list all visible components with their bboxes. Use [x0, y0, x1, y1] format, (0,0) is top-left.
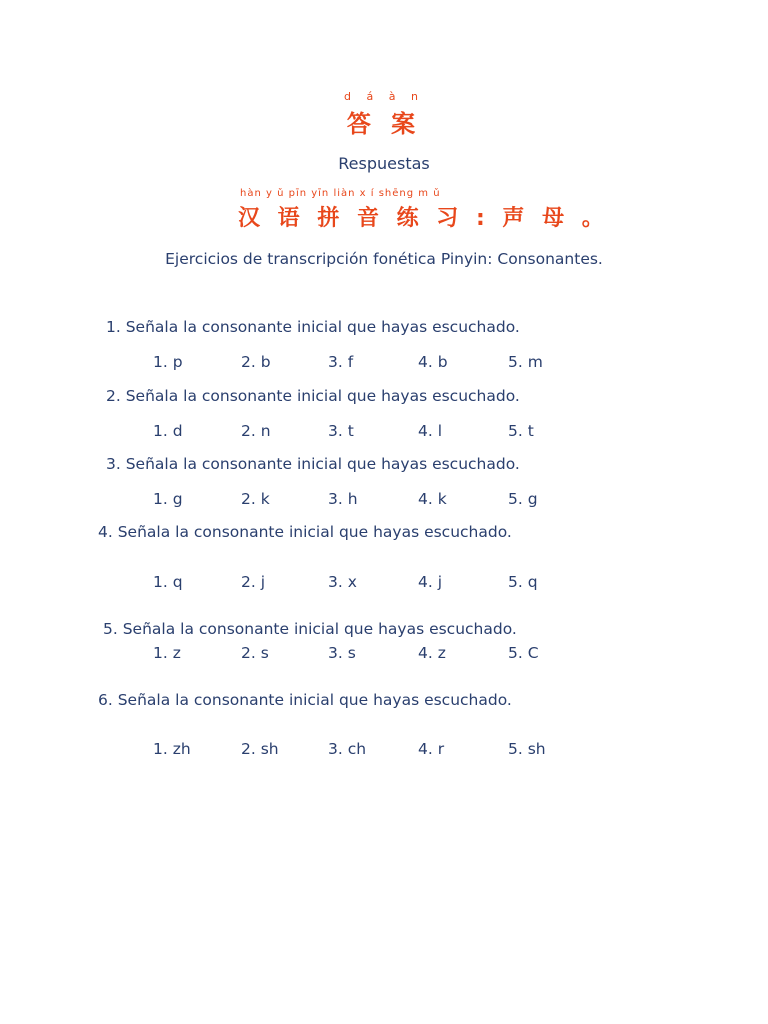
question-2: 2. Señala la consonante inicial que hayas escuchado. — [106, 387, 520, 405]
heading-pinyin: hàn y ǔ pīn yīn liàn x í shēng m ǔ — [240, 188, 441, 199]
answer-item: 1. d — [153, 422, 183, 440]
question-5: 5. Señala la consonante inicial que hayas escuchado. — [103, 620, 517, 638]
answer-item: 4. j — [418, 573, 443, 591]
answer-item: 4. b — [418, 353, 448, 371]
answer-item: 2. b — [241, 353, 271, 371]
answer-item: 2. k — [241, 490, 270, 508]
answer-item: 5. C — [508, 644, 539, 662]
question-4: 4. Señala la consonante inicial que hayas escuchado. — [98, 523, 512, 541]
question-1: 1. Señala la consonante inicial que hayas escuchado. — [106, 318, 520, 336]
answer-item: 5. t — [508, 422, 534, 440]
answer-item: 5. sh — [508, 740, 546, 758]
description: Ejercicios de transcripción fonética Pinyin: Consonantes. — [165, 250, 603, 268]
title-pinyin: d á à n — [344, 90, 424, 103]
answer-item: 3. f — [328, 353, 354, 371]
answer-item: 5. m — [508, 353, 543, 371]
page-title: 答 案 — [346, 110, 422, 138]
answer-item: 4. k — [418, 490, 447, 508]
answer-item: 3. t — [328, 422, 354, 440]
answer-item: 3. ch — [328, 740, 367, 758]
question-6: 6. Señala la consonante inicial que hayas escuchado. — [98, 691, 512, 709]
answer-item: 4. l — [418, 422, 443, 440]
answer-item: 5. g — [508, 490, 538, 508]
answer-item: 1. g — [153, 490, 183, 508]
answer-item: 4. z — [418, 644, 446, 662]
exercise-heading: 汉 语 拼 音 练 习 : 声 母 。 — [238, 206, 609, 231]
answer-item: 1. q — [153, 573, 183, 591]
answer-item: 1. p — [153, 353, 183, 371]
answer-item: 2. sh — [241, 740, 279, 758]
answer-item: 4. r — [418, 740, 445, 758]
answer-item: 5. q — [508, 573, 538, 591]
answer-item: 2. j — [241, 573, 266, 591]
answer-item: 3. x — [328, 573, 357, 591]
answer-item: 1. z — [153, 644, 181, 662]
subtitle: Respuestas — [338, 154, 430, 173]
answer-item: 2. n — [241, 422, 271, 440]
answer-item: 3. s — [328, 644, 356, 662]
question-3: 3. Señala la consonante inicial que hayas escuchado. — [106, 455, 520, 473]
answer-item: 1. zh — [153, 740, 191, 758]
answer-item: 2. s — [241, 644, 269, 662]
answer-item: 3. h — [328, 490, 358, 508]
